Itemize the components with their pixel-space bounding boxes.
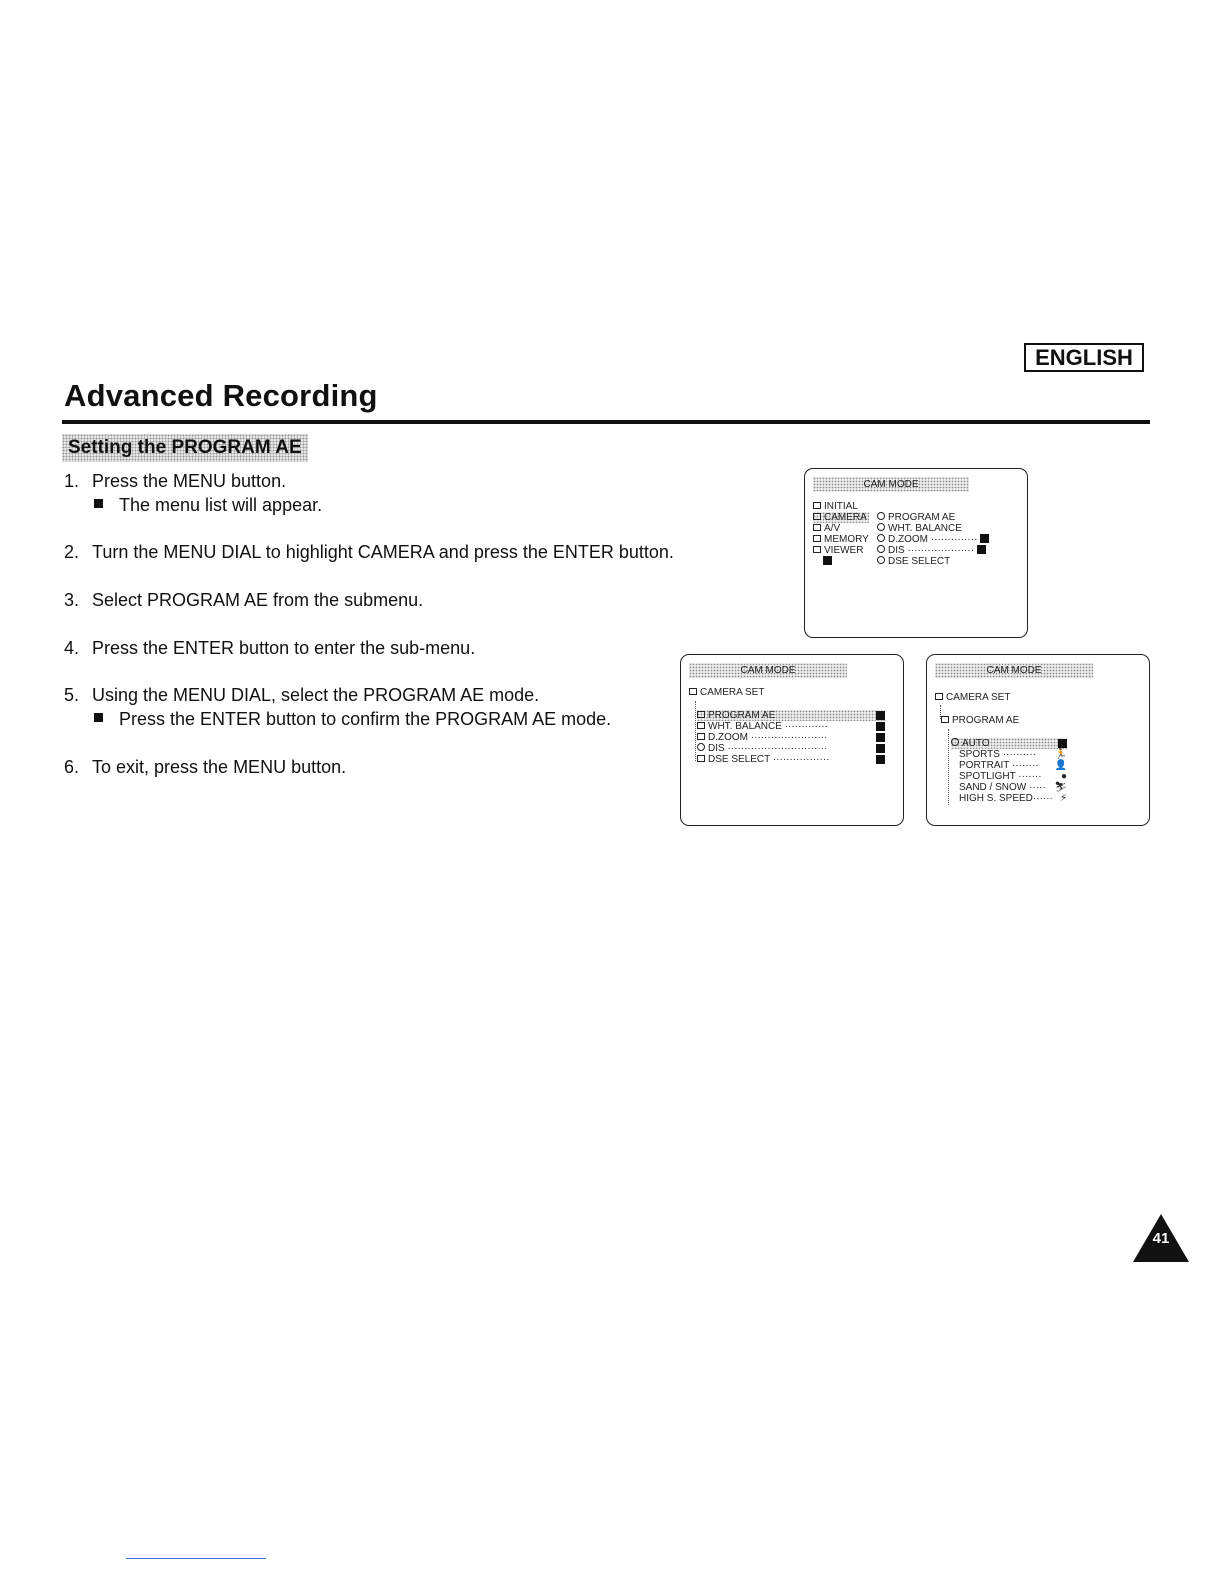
folder-icon	[813, 524, 821, 531]
step-1: 1. Press the MENU button.	[64, 471, 287, 491]
submenu-wht-balance: WHT. BALANCE	[877, 523, 962, 534]
menu-screen-camera-set	[680, 654, 904, 826]
sub-step-2: Press the ENTER button to confirm the PROGRAM AE mode.	[94, 708, 611, 730]
screen-header: CAM MODE	[935, 663, 1093, 678]
menu-screen-main	[804, 468, 1028, 638]
folder-icon	[697, 733, 705, 740]
submenu-d-zoom: D.ZOOM ··············	[877, 534, 989, 545]
item-dis: DIS ······························	[697, 743, 885, 754]
step-6: 6. To exit, press the MENU button.	[64, 757, 347, 777]
circle-icon	[877, 534, 885, 542]
menu-item-memory: MEMORY	[813, 534, 869, 545]
value-icon	[980, 534, 989, 543]
camera-mode-icon	[823, 556, 832, 567]
high-speed-icon: ⚡	[1059, 793, 1067, 804]
circle-icon	[877, 512, 885, 520]
bullet-icon	[94, 713, 103, 722]
item-wht-balance: WHT. BALANCE ·············	[697, 721, 885, 732]
page-title: Advanced Recording	[64, 378, 378, 413]
spotlight-icon: ●	[1060, 771, 1067, 782]
menu-item-av: A/V	[813, 523, 840, 534]
mode-sports: SPORTS ·········· 🏃	[959, 749, 1067, 760]
folder-icon	[813, 502, 821, 509]
screen-title: CAMERA SET	[935, 692, 1010, 703]
folder-icon	[813, 513, 821, 520]
circle-icon	[877, 523, 885, 531]
circle-icon	[951, 738, 959, 746]
menu-item-camera: CAMERA	[813, 512, 869, 523]
screen-header: CAM MODE	[813, 477, 969, 492]
sports-icon: 🏃	[1054, 749, 1067, 760]
menu-item-viewer: VIEWER	[813, 545, 863, 556]
item-program-ae: PROGRAM AE	[697, 710, 885, 721]
value-icon	[977, 545, 986, 554]
mode-spotlight: SPOTLIGHT ······· ●	[959, 771, 1067, 782]
auto-icon	[1058, 739, 1067, 748]
title-rule	[62, 420, 1150, 424]
sub-step-1: The menu list will appear.	[94, 494, 322, 516]
step-5: 5. Using the MENU DIAL, select the PROGRAM AE mode.	[64, 685, 540, 705]
page-number-triangle	[1133, 1214, 1189, 1262]
item-dse-select: DSE SELECT ·················	[697, 754, 885, 765]
mode-sand-snow: SAND / SNOW ····· ⛷	[959, 782, 1067, 793]
folder-icon	[813, 546, 821, 553]
screen-title: CAMERA SET	[689, 687, 764, 698]
sand-snow-icon: ⛷	[1054, 782, 1067, 793]
item-d-zoom: D.ZOOM ·······················	[697, 732, 885, 743]
portrait-icon: 👤	[1054, 760, 1067, 771]
screen-header: CAM MODE	[689, 663, 847, 678]
circle-icon	[697, 743, 705, 751]
bullet-icon	[94, 499, 103, 508]
step-3: 3. Select PROGRAM AE from the submenu.	[64, 590, 424, 610]
value-icon	[876, 711, 885, 720]
folder-icon	[935, 693, 943, 700]
mode-portrait: PORTRAIT ········ 👤	[959, 760, 1067, 771]
submenu-title: PROGRAM AE	[941, 715, 1019, 726]
mode-high-s-speed: HIGH S. SPEED······ ⚡	[959, 793, 1067, 804]
folder-icon	[697, 711, 705, 718]
submenu-program-ae: PROGRAM AE	[877, 512, 955, 523]
value-icon	[876, 733, 885, 742]
section-heading: Setting the PROGRAM AE	[62, 434, 308, 462]
step-4: 4. Press the ENTER button to enter the sub-menu.	[64, 638, 476, 658]
language-badge: ENGLISH	[1024, 343, 1144, 372]
value-icon	[876, 755, 885, 764]
circle-icon	[877, 556, 885, 564]
menu-screen-program-ae	[926, 654, 1150, 826]
value-icon	[876, 722, 885, 731]
folder-icon	[941, 716, 949, 723]
footer-rule	[126, 1558, 266, 1559]
mode-auto: AUTO	[951, 738, 1067, 749]
folder-icon	[697, 755, 705, 762]
circle-icon	[877, 545, 885, 553]
page-number: 41	[1152, 1230, 1170, 1247]
submenu-dse-select: DSE SELECT	[877, 556, 950, 567]
folder-icon	[697, 722, 705, 729]
submenu-dis: DIS ····················	[877, 545, 986, 556]
step-2: 2. Turn the MENU DIAL to highlight CAMERA and press the ENTER button.	[64, 542, 674, 562]
memory-icon	[813, 535, 821, 542]
folder-icon	[689, 688, 697, 695]
menu-item-initial: INITIAL	[813, 501, 858, 512]
value-icon	[876, 744, 885, 753]
